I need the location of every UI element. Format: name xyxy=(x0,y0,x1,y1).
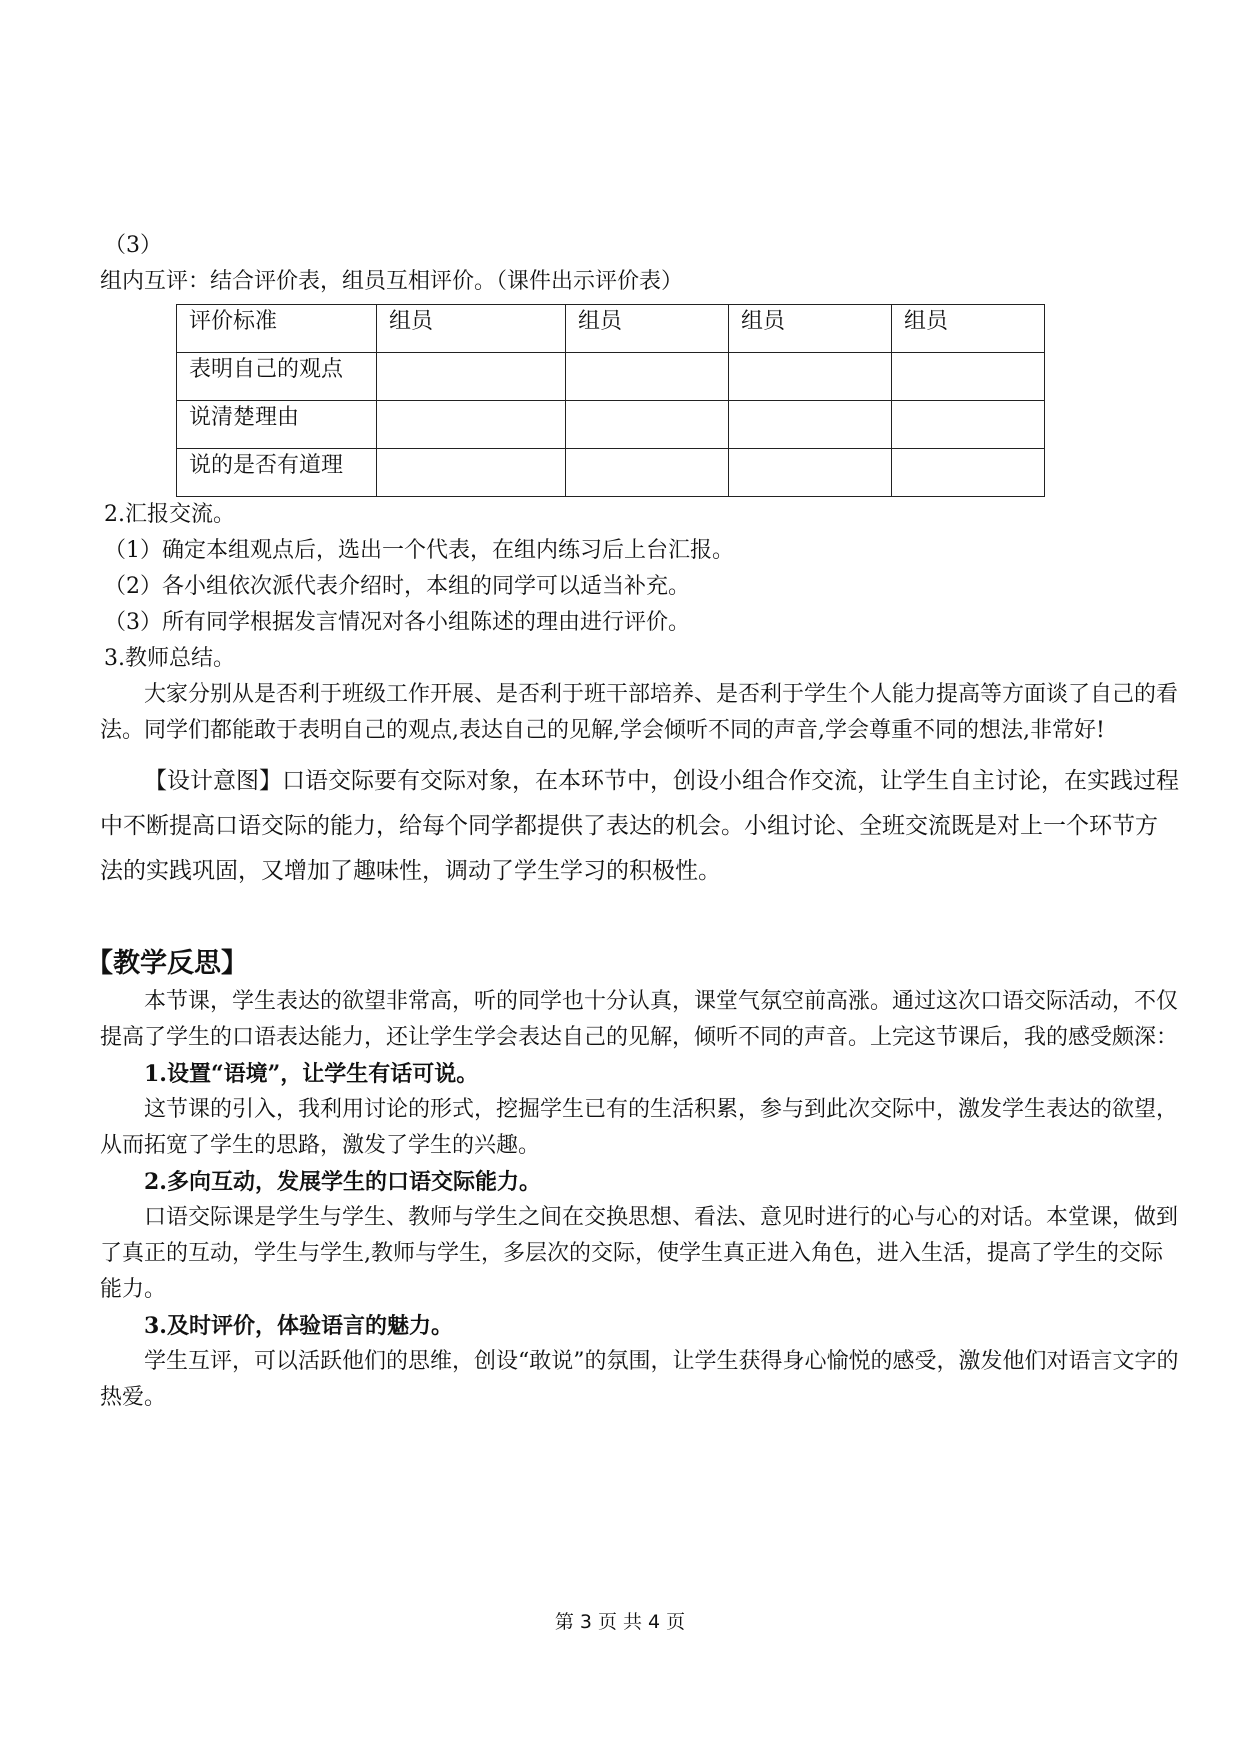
reflection-intro: 本节课，学生表达的欲望非常高，听的同学也十分认真，课堂气氛空前高涨。通过这次口语交际活动，不仅提高了学生的口语表达能力，还让学生学会表达自己的见解，倾听不同的声音。上完这节课后，我的感受颇深： xyxy=(100,989,1179,1050)
score-cell xyxy=(377,449,566,497)
reflection-point-text: 口语交际课是学生与学生、教师与学生之间在交换思想、看法、意见时进行的心与心的对话。本堂课，做到了真正的互动，学生与学生,教师与学生，多层次的交际，使学生真正进入角色，进入生活，提高了学生的交际能力。 xyxy=(100,1205,1179,1302)
reflection-point-heading: 2.多向互动，发展学生的口语交际能力。 xyxy=(144,1169,541,1195)
reflection-point-text: 这节课的引入，我利用讨论的形式，挖掘学生已有的生活积累，参与到此次交际中，激发学生表达的欲望，从而拓宽了学生的思路，激发了学生的兴趣。 xyxy=(100,1097,1179,1158)
score-cell xyxy=(566,449,729,497)
table-row xyxy=(177,353,1045,401)
report-item: （1）确定本组观点后，选出一个代表，在组内练习后上台汇报。 xyxy=(104,538,734,563)
table-row xyxy=(177,401,1045,449)
criterion-cell: 说清楚理由 xyxy=(177,401,377,449)
score-cell xyxy=(892,449,1045,497)
score-cell xyxy=(729,353,892,401)
reflection-heading: 【教学反思】 xyxy=(86,948,248,979)
report-item: （3）所有同学根据发言情况对各小组陈述的理由进行评价。 xyxy=(104,610,690,635)
table-header-cell: 组员 xyxy=(377,305,566,353)
table-header-cell: 组员 xyxy=(566,305,729,353)
summary-title: 3.教师总结。 xyxy=(104,646,235,671)
criterion-cell: 说的是否有道理 xyxy=(177,449,377,497)
table-header-cell: 组员 xyxy=(729,305,892,353)
table-row xyxy=(177,449,1045,497)
score-cell xyxy=(377,401,566,449)
table-header-row xyxy=(177,305,1045,353)
step-number: （3） xyxy=(104,233,162,258)
score-cell xyxy=(729,401,892,449)
table-header-cell: 组员 xyxy=(892,305,1045,353)
score-cell xyxy=(892,401,1045,449)
reflection-point-heading: 3.及时评价，体验语言的魅力。 xyxy=(144,1313,453,1339)
report-item: （2）各小组依次派代表介绍时，本组的同学可以适当补充。 xyxy=(104,574,690,599)
score-cell xyxy=(729,449,892,497)
peer-review-instruction: 组内互评：结合评价表，组员互相评价。（课件出示评价表） xyxy=(100,269,684,294)
table-header-cell: 评价标准 xyxy=(177,305,377,353)
score-cell xyxy=(377,353,566,401)
design-intent-paragraph xyxy=(100,759,1180,894)
page-footer: 第 3 页 共 4 页 xyxy=(554,1611,686,1633)
score-cell xyxy=(566,353,729,401)
design-intent-text: 口语交际要有交际对象，在本环节中，创设小组合作交流，让学生自主讨论，在实践过程中不断提高口语交际的能力，给每个同学都提供了表达的机会。小组讨论、全班交流既是对上一个环节方法的实践巩固，又增加了趣味性，调动了学生学习的积极性。 xyxy=(100,768,1179,884)
reflection-point-heading: 1.设置“语境”，让学生有话可说。 xyxy=(144,1061,479,1087)
evaluation-table xyxy=(176,304,1045,497)
reflection-point-text: 学生互评，可以活跃他们的思维，创设“敢说”的氛围，让学生获得身心愉悦的感受，激发他们对语言文字的热爱。 xyxy=(100,1349,1179,1410)
report-title: 2.汇报交流。 xyxy=(104,502,235,527)
summary-paragraph: 大家分别从是否利于班级工作开展、是否利于班干部培养、是否利于学生个人能力提高等方面谈了自己的看法。同学们都能敢于表明自己的观点,表达自己的见解,学会倾听不同的声音,学会尊重不同的想法,非常好! xyxy=(100,682,1179,743)
design-intent-tag: 【设计意图】 xyxy=(144,768,282,794)
criterion-cell: 表明自己的观点 xyxy=(177,353,377,401)
score-cell xyxy=(566,401,729,449)
page-content xyxy=(86,228,1180,1416)
score-cell xyxy=(892,353,1045,401)
